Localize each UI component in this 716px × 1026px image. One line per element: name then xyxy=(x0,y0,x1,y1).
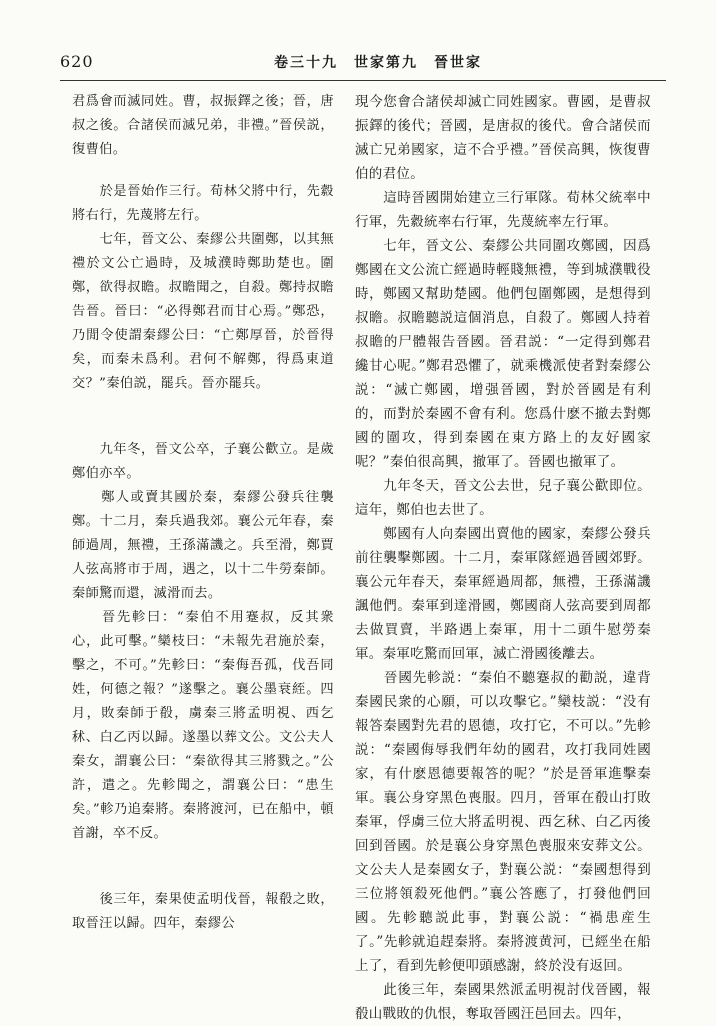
page-header xyxy=(60,52,666,76)
original-paragraph-1: 君爲會而滅同姓。曹，叔振鐸之後；晉，唐叔之後。合諸侯而滅兄弟，非禮。”晉侯説，復曹伯。 xyxy=(72,94,334,157)
original-paragraph-7: 後三年，秦果使孟明伐晉，報殽之敗，取晉汪以歸。四年，秦繆公 xyxy=(72,892,334,931)
original-paragraph-2: 於是晉始作三行。荀林父將中行，先縠將右行，先蔑將左行。 xyxy=(72,184,334,223)
page-number: 620 xyxy=(60,52,94,71)
translation-paragraph-7: 此後三年，秦國果然派孟明視討伐晉國，報殽山戰敗的仇恨，奪取晉國汪邑回去。四年， xyxy=(355,982,651,1022)
translation-column xyxy=(355,90,651,1026)
translation-paragraph-1: 現今您會合諸侯却滅亡同姓國家。曹國，是曹叔振鐸的後代；晉國，是唐叔的後代。會合諸侯而滅亡兄弟國家，這不合乎禮。”晉侯高興，恢復曹伯的君位。 xyxy=(355,94,651,182)
original-text-column xyxy=(72,90,334,936)
original-paragraph-4: 九年冬，晉文公卒，子襄公歡立。是歲鄭伯亦卒。 xyxy=(72,442,334,481)
header-rule xyxy=(60,80,666,81)
original-paragraph-5: 鄭人或賣其國於秦，秦繆公發兵往襲鄭。十二月，秦兵過我郊。襄公元年春，秦師過周，無禮，王孫滿譏之。兵至滑，鄭賈人弦高將市于周，遇之，以十二牛勞秦師。秦師驚而還，滅滑而去。 xyxy=(72,490,334,601)
translation-paragraph-4: 九年冬天，晉文公去世，兒子襄公歡即位。這年，鄭伯也去世了。 xyxy=(355,478,651,518)
running-title: 卷三十九 世家第九 晉世家 xyxy=(274,55,482,71)
translation-paragraph-2: 這時晉國開始建立三行軍隊。荀林父統率中行軍，先縠統率右行軍，先蔑統率左行軍。 xyxy=(355,190,651,230)
translation-paragraph-6: 晉國先軫説：“秦伯不聽蹇叔的勸説，違背秦國民衆的心願，可以攻擊它。”欒枝説：“没有報答秦國對先君的恩德，攻打它，不可以。”先軫説：“秦國侮辱我們年幼的國君，攻打我同姓國家，有什麽恩德要報答的呢？”於是晉軍進擊秦軍。襄公身穿黑色喪服。四月，晉軍在殽山打敗秦軍，俘虜三位大將孟明視、西乞秫、白乙丙後回到晉國。於是襄公身穿黑色喪服來安葬文公。文公夫人是秦國女子，對襄公説：“秦國想得到三位將領殺死他們。”襄公答應了，打發他們回國。先軫聽説此事，對襄公説：“禍患産生了。”先軫就追趕秦將。秦將渡黄河，已經坐在船上了，看到先軫便叩頭感謝，終於没有返回。 xyxy=(355,670,651,974)
original-paragraph-3: 七年，晉文公、秦繆公共圍鄭，以其無禮於文公亡過時，及城濮時鄭助楚也。圍鄭，欲得叔瞻。叔瞻聞之，自殺。鄭持叔瞻告晉。晉曰：“必得鄭君而甘心焉。”鄭恐，乃閒令使謂秦繆公曰：“亡鄭厚晉，於晉得矣，而秦未爲利。君何不解鄭，得爲東道交？”秦伯説，罷兵。晉亦罷兵。 xyxy=(72,232,334,391)
translation-paragraph-3: 七年，晉文公、秦繆公共同圍攻鄭國，因爲鄭國在文公流亡經過時輕賤無禮，等到城濮戰役時，鄭國又幫助楚國。他們包圍鄭國，是想得到叔瞻。叔瞻聽説這個消息，自殺了。鄭國人持着叔瞻的尸體報告晉國。晉君説：“一定得到鄭君纔甘心呢。”鄭君恐懼了，就乘機派使者對秦繆公説：“滅亡鄭國，增强晉國，對於晉國是有利的，而對於秦國不會有利。您爲什麽不撤去對鄭國的圍攻，得到秦國在東方路上的友好國家呢？”秦伯很高興，撤軍了。晉國也撤軍了。 xyxy=(355,238,651,470)
translation-paragraph-5: 鄭國有人向秦國出賣他的國家，秦繆公發兵前往襲擊鄭國。十二月，秦軍隊經過晉國郊野。襄公元年春天，秦軍經過周都，無禮，王孫滿譏諷他們。秦軍到達滑國，鄭國商人弦高要到周都去做買賣，半路遇上秦軍，用十二頭牛慰勞秦軍。秦軍吃驚而回軍，滅亡滑國後離去。 xyxy=(355,526,651,662)
original-paragraph-6: 晉先軫曰：“秦伯不用蹇叔，反其衆心，此可擊。”欒枝曰：“未報先君施於秦，擊之，不可。”先軫曰：“秦侮吾孤，伐吾同姓，何德之報？”遂擊之。襄公墨衰絰。四月，敗秦師于殽，虜秦三將孟明視、西乞秫、白乙丙以歸。遂墨以葬文公。文公夫人秦女，謂襄公曰：“秦欲得其三將戮之。”公許，遣之。先軫聞之，謂襄公曰：“患生矣。”軫乃追秦將。秦將渡河，已在船中，頓首謝，卒不反。 xyxy=(72,610,334,841)
